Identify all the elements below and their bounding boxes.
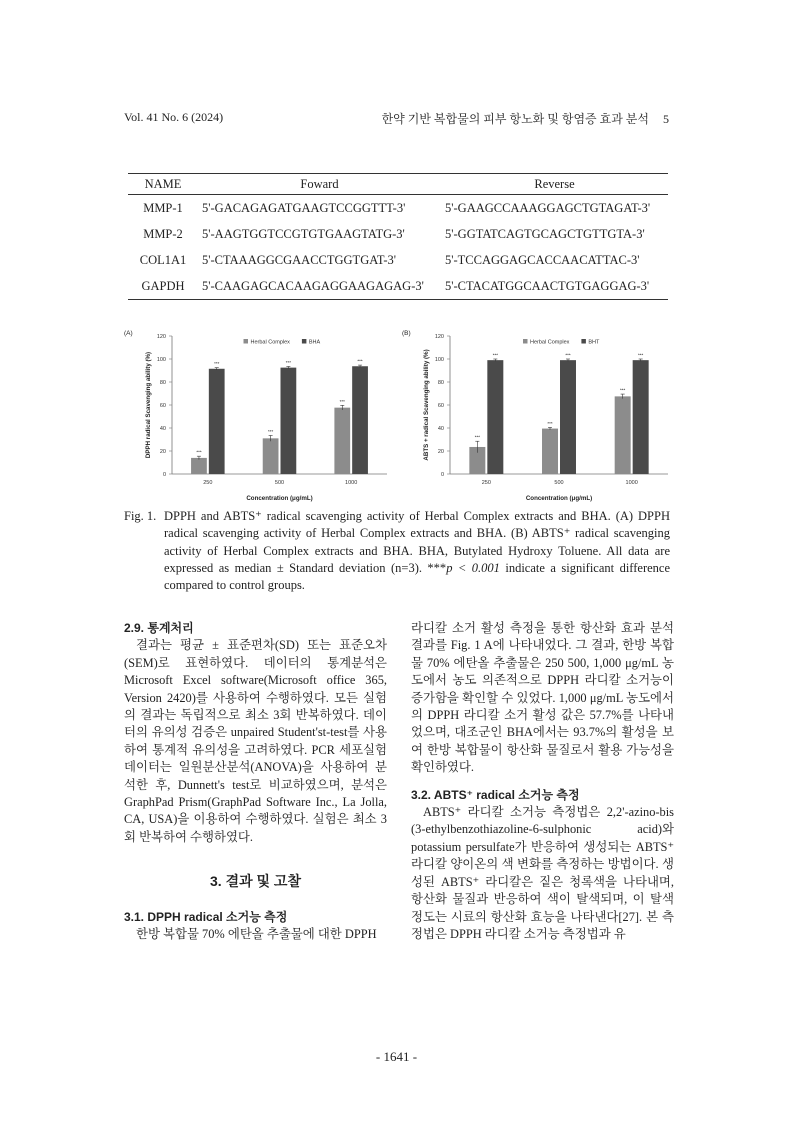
significance-mark: *** (267, 428, 274, 434)
bar-bha (281, 368, 297, 474)
table-row (128, 247, 668, 273)
primer-table (128, 173, 668, 300)
y-tick-label: 20 (159, 449, 166, 455)
significance-mark: *** (285, 359, 292, 365)
reverse-primer: 5'-CTACATGGCAACTGTGAGGAG-3' (445, 278, 650, 293)
section-3-1-heading: 3.1. DPPH radical 소거능 측정 (124, 909, 288, 924)
running-title-text: 한약 기반 복합물의 피부 항노화 및 항염증 효과 분석 (381, 112, 649, 126)
journal-volume: Vol. 41 No. 6 (2024) (124, 110, 224, 124)
dpph-chart (120, 326, 395, 504)
right-column (411, 620, 674, 943)
y-axis-label: DPPH radical Scavenging ability (%) (145, 351, 152, 459)
gene-name: GAPDH (141, 278, 185, 293)
panel-label: (A) (124, 330, 133, 337)
legend-label: Herbal Complex (250, 339, 290, 346)
bar-herbal-complex (615, 396, 631, 474)
significance-mark: *** (214, 361, 220, 367)
significance-mark: *** (620, 387, 626, 393)
caption-body (164, 508, 670, 594)
legend-swatch (581, 339, 586, 344)
forward-primer: 5'-GACAGAGATGAAGTCCGGTTT-3' (202, 200, 406, 215)
y-tick-label: 120 (434, 334, 444, 340)
running-title (382, 110, 669, 127)
abts-chart-svg (398, 326, 676, 504)
x-axis-label: Concentration (μg/mL) (525, 495, 593, 502)
legend-label: Herbal Complex (530, 339, 570, 346)
y-tick-label: 40 (437, 426, 444, 432)
bar-bht (633, 360, 649, 474)
reverse-primer: 5'-TCCAGGAGCACCAACATTAC-3' (445, 252, 640, 267)
y-tick-label: 60 (159, 403, 166, 409)
legend-label: BHA (308, 339, 321, 346)
y-tick-label: 0 (440, 472, 444, 478)
panel-label: (B) (402, 330, 411, 337)
x-tick-label: 250 (481, 480, 491, 486)
section-3-2-text: ABTS⁺ 라디칼 소거능 측정법은 2,2'-azino-bis (3-ethylbenzothiazoline-6-sulphonic acid)와 potassium persulfate가 반응하여 생성되는 ABTS⁺ 라디칼 양이온의 색 변화를 측정하는 방법이다. 생성된 ABTS⁺ 라디칼은 짙은 청록색을 나타내며, 항산화 물질과 반응하여 색이 탈색되며, 이 탈색 정도는 시료의 항산화 효능을 나타낸다[27]. 본 측정법은 DPPH 라디칼 소거능 측정법과 유 (411, 805, 674, 941)
caption-pvalue: p < 0.001 (446, 560, 500, 575)
forward-primer: 5'-AAGTGGTCCGTGTGAAGTATG-3' (202, 226, 405, 241)
significance-mark: *** (492, 352, 498, 358)
section-3-heading: 3. 결과 및 고찰 (210, 873, 301, 890)
legend-swatch (244, 339, 249, 344)
x-tick-label: 500 (554, 480, 564, 486)
section-2-9-text: 결과는 평균 ± 표준편차(SD) 또는 표준오차(SEM)로 표현하였다. 데이터의 통계분석은 Microsoft Excel software(Microsoft office 365, Version 2420)를 사용하여 수행하였다. 모든 실험의 결과는 독립적으로 최소 3회 반복하였다. 데이터의 유의성 검증은 unpaired Student'st-test를 사용하여 통계적 유의성을 고려하였다. PCR 세포실험 데이터는 일원분산분석(ANOVA)을 사용하여 분석한 후, Dunnett's test로 비교하였으며, 분석은 GraphPad Prism(GraphPad Software Inc., La Jolla, CA, USA)을 이용하여 수행하였다. 실험은 최소 3회 반복하여 수행하였다. (124, 638, 387, 844)
reverse-primer: 5'-GAAGCCAAAGGAGCTGTAGAT-3' (445, 200, 651, 215)
y-axis-label: ABTS + radical Scavenging ability (%) (423, 349, 430, 461)
gene-name: MMP-2 (143, 226, 183, 241)
figure-label: Fig. 1. (124, 509, 157, 523)
y-tick-label: 20 (437, 449, 444, 455)
y-tick-label: 40 (159, 426, 166, 432)
page-footer: - 1641 - (375, 1049, 418, 1064)
x-tick-label: 1000 (345, 480, 358, 486)
bar-herbal-complex (542, 429, 558, 474)
bar-bht (560, 360, 576, 474)
y-tick-label: 100 (434, 357, 444, 363)
y-tick-label: 80 (159, 380, 166, 386)
col-header-reverse: Reverse (534, 176, 575, 191)
legend-swatch (523, 339, 528, 344)
page-number: 5 (663, 112, 669, 126)
dpph-chart-svg (120, 326, 395, 504)
caption-tail: indicate a significant difference compared to control groups. (164, 560, 671, 593)
significance-mark: *** (638, 352, 644, 358)
significance-mark: *** (339, 398, 345, 404)
significance-mark: *** (357, 358, 363, 364)
forward-primer: 5'-CAAGAGCACAAGAGGAAGAGAG-3' (202, 278, 424, 293)
col-header-name: NAME (144, 176, 182, 191)
section-3-1-continued: 라디칼 소거 활성 측정을 통한 항산화 효과 분석 결과를 Fig. 1 A에 나타내었다. 그 결과, 한방 복합물 70% 에탄올 추출물은 250 500, 1,000 μg/mL 농도에서 농도 의존적으로 DPPH 라디칼 소거능이 증가함을 확인할 수 있었다. 1,000 μg/mL 농도에서의 DPPH 라디칼 소거 활성 값은 57.7%를 나타내었으며, 대조군인 BHA에서는 93.7%의 활성을 보여 한방 복합물이 항산화 물질로서 활용 가능성을 확인하였다. (411, 621, 674, 775)
x-tick-label: 250 (203, 480, 213, 486)
x-axis-label: Concentration (μg/mL) (246, 495, 313, 502)
table-row (128, 273, 668, 300)
y-tick-label: 60 (437, 403, 444, 409)
col-header-forward: Foward (300, 176, 339, 191)
figure-caption (124, 508, 670, 594)
significance-mark: *** (565, 352, 571, 358)
table-row (128, 195, 668, 222)
abts-chart (398, 326, 676, 504)
bar-bht (487, 360, 503, 474)
gene-name: COL1A1 (139, 252, 187, 267)
legend-label: BHT (588, 339, 600, 346)
left-column (124, 620, 387, 944)
gene-name: MMP-1 (143, 200, 183, 215)
bar-herbal-complex (191, 458, 207, 474)
bar-herbal-complex (263, 438, 279, 474)
legend-swatch (302, 339, 307, 344)
section-3-2-heading: 3.2. ABTS⁺ radical 소거능 측정 (411, 787, 580, 802)
y-tick-label: 120 (156, 334, 166, 340)
y-tick-label: 0 (162, 472, 166, 478)
significance-mark: *** (474, 434, 480, 440)
table-row (128, 221, 668, 247)
bar-herbal-complex (334, 408, 350, 474)
section-2-9-heading: 2.9. 통계처리 (124, 621, 194, 635)
section-3-1-text: 한방 복합물 70% 에탄올 추출물에 대한 DPPH (136, 927, 377, 942)
bar-bha (352, 366, 368, 474)
significance-mark: *** (196, 449, 202, 455)
significance-mark: *** (547, 420, 553, 426)
x-tick-label: 500 (274, 480, 285, 486)
bar-bha (209, 369, 225, 474)
caption-text: DPPH and ABTS⁺ radical scavenging activity of Herbal Complex extracts and BHA. (A) DPPH radical scavenging activity of Herbal Complex extracts and BHA. (B) ABTS⁺ radical scavenging activity of Herbal Complex extracts and BHA. BHA, Butylated Hydroxy Toluene. All data are expressed as median ± Standard deviation (n=3). *** (164, 509, 670, 575)
x-tick-label: 1000 (625, 480, 638, 486)
table-header-row (128, 174, 668, 195)
y-tick-label: 100 (156, 357, 166, 363)
forward-primer: 5'-CTAAAGGCGAACCTGGTGAT-3' (202, 252, 397, 267)
y-tick-label: 80 (437, 380, 444, 386)
reverse-primer: 5'-GGTATCAGTGCAGCTGTTGTA-3' (445, 226, 645, 241)
